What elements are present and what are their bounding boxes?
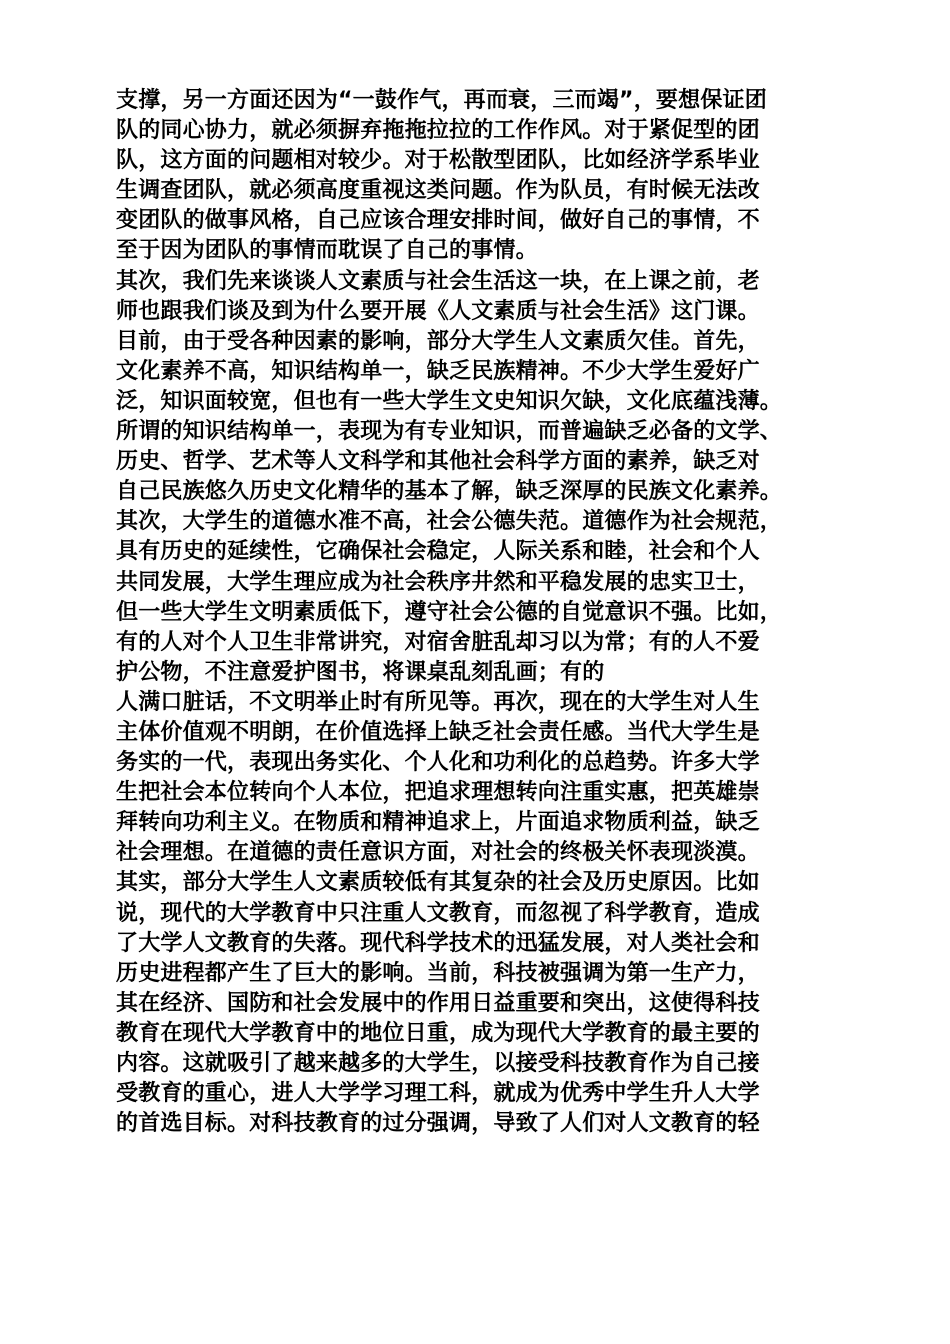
text-line: 有的人对个人卫生非常讲究，对宿舍脏乱却习以为常；有的人不爱 bbox=[116, 629, 760, 655]
text-line: 了大学人文教育的失落。现代科学技术的迅猛发展，对人类社会和 bbox=[116, 930, 760, 956]
text-line: 务实的一代，表现出务实化、个人化和功利化的总趋势。许多大学 bbox=[116, 750, 760, 776]
text-line: 说，现代的大学教育中只注重人文教育，而忽视了科学教育，造成 bbox=[116, 900, 760, 926]
text-line: 主体价值观不明朗，在价值选择上缺乏社会责任感。当代大学生是 bbox=[116, 719, 760, 745]
text-line: 其实，部分大学生人文素质较低有其复杂的社会及历史原因。比如 bbox=[116, 870, 760, 896]
text-line: 人满口脏话，不文明举止时有所见等。再次，现在的大学生对人生 bbox=[116, 689, 760, 715]
text-line: 教育在现代大学教育中的地位日重，成为现代大学教育的最主要的 bbox=[116, 1020, 760, 1046]
text-line: 历史进程都产生了巨大的影响。当前，科技被强调为第一生产力， bbox=[116, 960, 760, 986]
text-line: 拜转向功利主义。在物质和精神追求上，片面追求物质利益，缺乏 bbox=[116, 810, 760, 836]
text-line: 生把社会本位转向个人本位，把追求理想转向注重实惠，把英雄崇 bbox=[116, 780, 760, 806]
text-line: 其次，我们先来谈谈人文素质与社会生活这一块，在上课之前，老 bbox=[116, 268, 760, 294]
text-line: 变团队的做事风格，自己应该合理安排时间，做好自己的事情，不 bbox=[116, 208, 760, 234]
text-line: 自己民族悠久历史文化精华的基本了解，缺乏深厚的民族文化素养。 bbox=[116, 479, 783, 505]
text-line: 所谓的知识结构单一，表现为有专业知识，而普遍缺乏必备的文学、 bbox=[116, 419, 783, 445]
text-line: 目前，由于受各种因素的影响，部分大学生人文素质欠佳。首先， bbox=[116, 328, 760, 354]
text-line: 生调查团队，就必须高度重视这类问题。作为队员，有时候无法改 bbox=[116, 178, 760, 204]
text-line: 内容。这就吸引了越来越多的大学生，以接受科技教育作为自己接 bbox=[116, 1051, 760, 1076]
text-line: 其在经济、国防和社会发展中的作用日益重要和突出，这使得科技 bbox=[116, 990, 760, 1016]
text-line: 共同发展，大学生理应成为社会秩序井然和平稳发展的忠实卫士， bbox=[116, 569, 760, 595]
text-line: 历史、哲学、艺术等人文科学和其他社会科学方面的素养，缺乏对 bbox=[116, 449, 760, 475]
body-text bbox=[116, 86, 836, 1139]
text-line: 队，这方面的问题相对较少。对于松散型团队，比如经济学系毕业 bbox=[116, 148, 760, 174]
text-line: 队的同心协力，就必须摒弃拖拖拉拉的工作作风。对于紧促型的团 bbox=[116, 118, 760, 144]
text-line: 的首选目标。对科技教育的过分强调，导致了人们对人文教育的轻 bbox=[116, 1111, 760, 1137]
text-line: 至于因为团队的事情而耽误了自己的事情。 bbox=[116, 238, 538, 264]
text-line: 护公物，不注意爱护图书，将课桌乱刻乱画；有的 bbox=[116, 659, 605, 685]
text-line: 师也跟我们谈及到为什么要开展《人文素质与社会生活》这门课。 bbox=[116, 298, 760, 324]
text-line: 文化素养不高，知识结构单一，缺乏民族精神。不少大学生爱好广 bbox=[116, 358, 760, 384]
text-line: 其次，大学生的道德水准不高，社会公德失范。道德作为社会规范， bbox=[116, 509, 783, 535]
text-line: 但一些大学生文明素质低下，遵守社会公德的自觉意识不强。比如， bbox=[116, 599, 783, 625]
text-line: 具有历史的延续性，它确保社会稳定，人际关系和睦，社会和个人 bbox=[116, 539, 760, 565]
text-line: 支撑，另一方面还因为“一鼓作气，再而衰，三而竭”，要想保证团 bbox=[116, 88, 767, 113]
text-line: 受教育的重心，进人大学学习理工科，就成为优秀中学生升人大学 bbox=[116, 1081, 760, 1107]
text-line: 社会理想。在道德的责任意识方面，对社会的终极关怀表现淡漠。 bbox=[116, 840, 760, 866]
text-line: 泛，知识面较宽，但也有一些大学生文史知识欠缺，文化底蕴浅薄。 bbox=[116, 388, 783, 414]
